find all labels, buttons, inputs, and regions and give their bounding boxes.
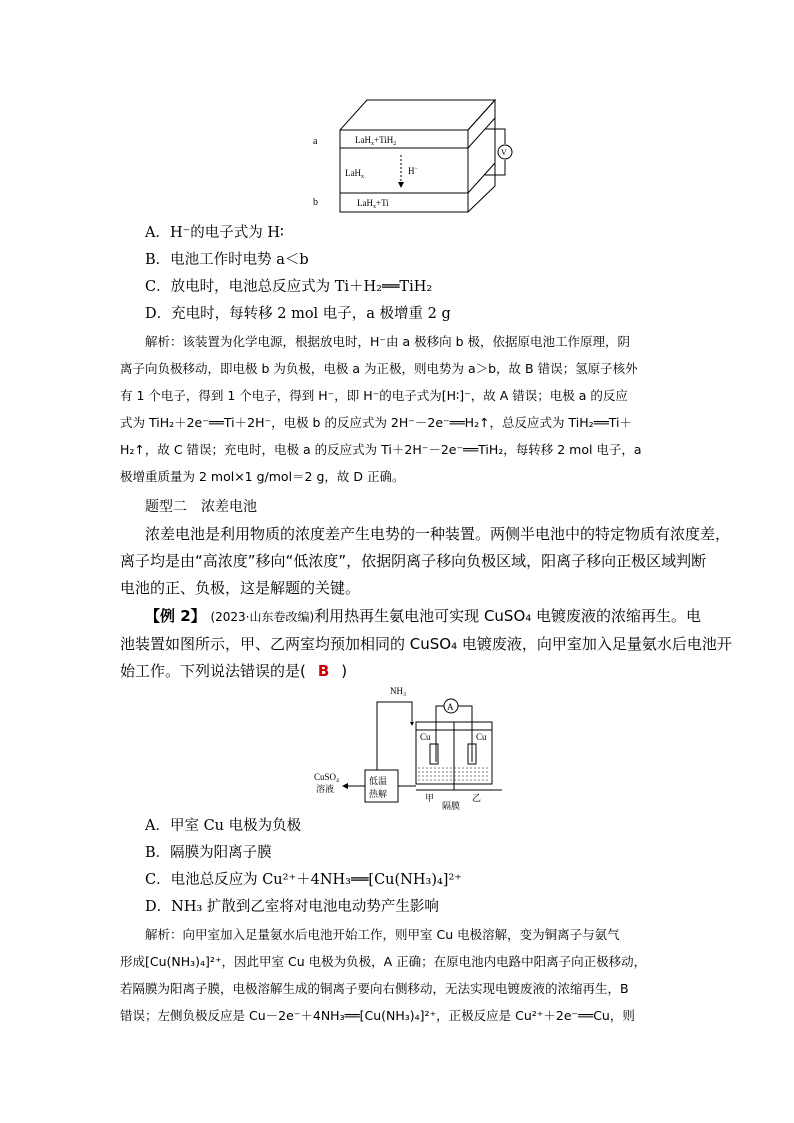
q1-analysis-line-1: 解析：该装置为化学电源，根据放电时，H⁻由 a 极移向 b 极，依据原电池工作原理，阴 <box>145 334 630 349</box>
cu-left-label: Cu <box>420 732 431 742</box>
solution-label: 溶液 <box>316 784 335 794</box>
example2-close: ) <box>341 662 348 680</box>
example2-line-3 <box>120 660 347 681</box>
q1-option-a: A．H⁻的电子式为 H∶ <box>145 225 284 241</box>
q1-option-d: D．充电时，每转移 2 mol 电子，a 极增重 2 g <box>145 306 451 322</box>
q1-analysis-line-2: 离子向负极移动，即电极 b 为负极，电极 a 为正极，则电势为 a＞b，故 B 错误；氢原子核外 <box>120 361 638 376</box>
label-b: b <box>313 197 318 208</box>
q2-analysis-line-3: 若隔膜为阳离子膜，电极溶解生成的铜离子要向右侧移动，无法实现电镀废液的浓缩再生，B <box>120 981 629 996</box>
section-para-line-2: 离子均是由“高浓度”移向“低浓度”，依据阴离子移向负极区域，阳离子移向正极区域判断 <box>120 552 707 570</box>
cu-right-label: Cu <box>476 732 487 742</box>
membrane-label: 隔膜 <box>442 801 461 810</box>
bottom-layer-label: LaH$_x$+Ti <box>357 198 389 210</box>
example2-text3: 始工作。下列说法错误的是( <box>120 662 306 680</box>
ion-label: H− <box>408 166 418 176</box>
q2-analysis-line-1: 解析：向甲室加入足量氨水后电池开始工作，则甲室 Cu 电极溶解，变为铜离子与氨气 <box>145 927 620 942</box>
ammonia-battery-svg <box>312 682 522 810</box>
example2-text1: 利用热再生氨电池可实现 CuSO₄ 电镀废液的浓缩再生。电 <box>314 607 702 625</box>
battery-block-figure <box>305 92 520 217</box>
q1-analysis-line-3: 有 1 个电子，得到 1 个电子，得到 H⁻，即 H⁻的电子式为[H∶]⁻，故 A 错误；电极 a 的反应 <box>120 388 628 403</box>
example2-tag: 【例 2】 <box>145 607 206 625</box>
q2-option-b: B．隔膜为阳离子膜 <box>145 845 272 861</box>
q2-analysis-line-4: 错误；左侧负极反应是 Cu－2e⁻＋4NH₃══[Cu(NH₃)₄]²⁺，正极反应是 Cu²⁺＋2e⁻══Cu，则 <box>120 1008 635 1023</box>
answer-mark: B <box>317 662 330 680</box>
yi-label: 乙 <box>472 793 482 803</box>
section-para-line-3: 电池的正、负极，这是解题的关键。 <box>120 579 361 597</box>
q2-analysis-line-2: 形成[Cu(NH₃)₄]²⁺，因此甲室 Cu 电极为负极，A 正确；在原电池内电路中阳离子向正极移动， <box>120 954 647 969</box>
mid-layer-label: LaH$_x$ <box>345 168 364 180</box>
q1-option-c: C．放电时，电池总反应式为 Ti＋H₂══TiH₂ <box>145 279 433 295</box>
voltmeter-label: V <box>501 148 507 157</box>
top-layer-label: LaH$_x$+TiH$_2$ <box>355 135 397 147</box>
q1-analysis-line-5: H₂↑，故 C 错误；充电时，电极 a 的反应式为 Ti＋2H⁻－2e⁻══TiH₂，每转移 2 mol 电子，a <box>120 442 642 457</box>
ammeter-label: A <box>447 702 454 712</box>
q2-option-c: C．电池总反应为 Cu²⁺＋4NH₃══[Cu(NH₃)₄]²⁺ <box>145 872 462 888</box>
heater-label-2: 热解 <box>369 789 388 799</box>
section-para-line-1: 浓差电池是利用物质的浓度差产生电势的一种装置。两侧半电池中的特定物质有浓度差， <box>145 525 731 543</box>
q1-analysis-line-6: 极增重质量为 2 mol×1 g/mol＝2 g，故 D 正确。 <box>120 469 405 484</box>
cuso4-label: CuSO₄ <box>314 772 340 782</box>
battery-block-svg <box>305 92 520 217</box>
heater-label-1: 低温 <box>369 776 388 786</box>
jia-label: 甲 <box>425 793 435 803</box>
q2-option-a: A．甲室 Cu 电极为负极 <box>145 818 302 834</box>
q2-option-d: D．NH₃ 扩散到乙室将对电池电动势产生影响 <box>145 899 439 915</box>
example2-line-2: 池装置如图所示，甲、乙两室均预加相同的 CuSO₄ 电镀废液，向甲室加入足量氨水后电池开 <box>120 635 732 653</box>
example2-source: (2023·山东卷改编) <box>210 610 315 624</box>
section-heading: 题型二 浓差电池 <box>145 499 257 515</box>
q1-analysis-line-4: 式为 TiH₂＋2e⁻══Ti＋2H⁻，电极 b 的反应式为 2H⁻－2e⁻══H₂↑，总反应式为 TiH₂══Ti＋ <box>120 415 632 430</box>
q1-option-b: B．电池工作时电势 a＜b <box>145 252 309 268</box>
ammonia-battery-figure <box>312 682 522 810</box>
nh3-label: NH₃ <box>390 686 407 696</box>
label-a: a <box>313 136 318 147</box>
example2-line-1 <box>145 605 701 626</box>
